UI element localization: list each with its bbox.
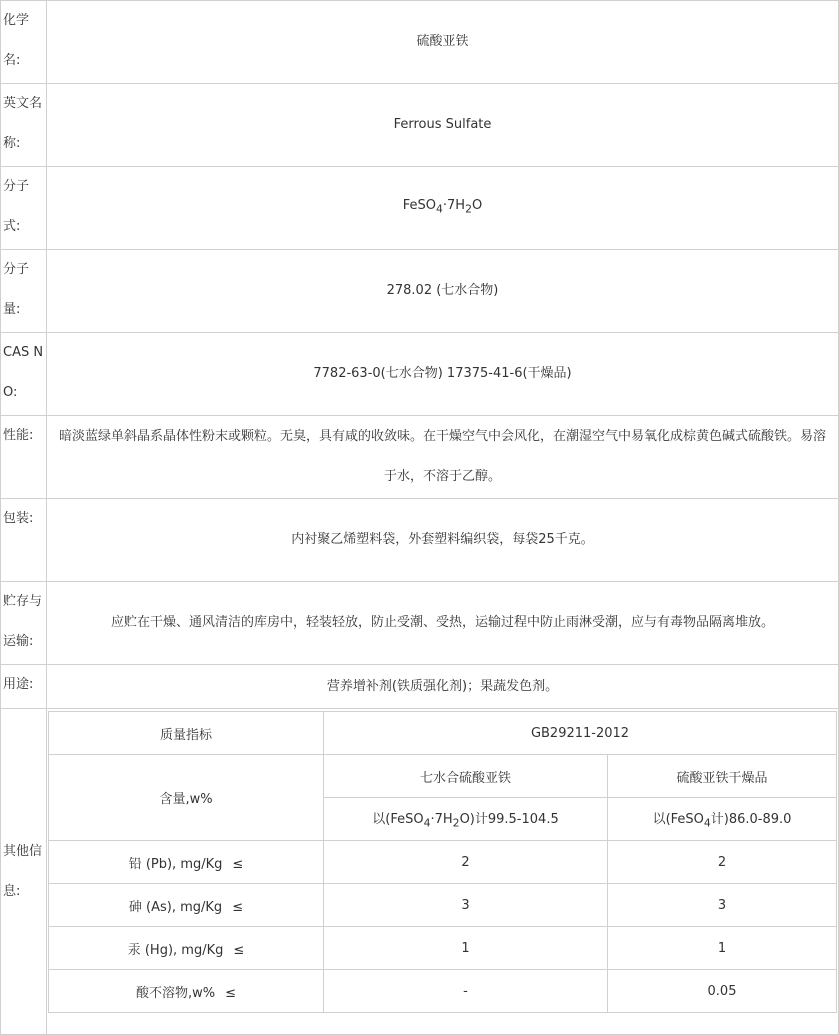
spec-name — [49, 884, 324, 927]
spec-row-lead — [49, 841, 837, 884]
col2-content — [608, 798, 837, 841]
spec-name — [49, 970, 324, 1013]
content-part: 计)86.0-89.0 — [710, 812, 792, 828]
spec-name-text: 酸不溶物,w% — [135, 985, 216, 1001]
content-part: 以(FeSO — [652, 812, 704, 828]
value-packaging: 内衬聚乙烯塑料袋，外套塑料编织袋，每袋25千克。 — [47, 499, 839, 582]
spec-row-acid-insoluble — [49, 970, 837, 1013]
label-english-name: 英文名称: — [1, 84, 47, 167]
spec-name-text: 砷 (As), mg/Kg — [128, 899, 223, 915]
spec-name — [49, 927, 324, 970]
label-molecular-weight: 分子量: — [1, 250, 47, 333]
spec-header-row — [49, 712, 837, 755]
row-chemical-name — [1, 1, 839, 84]
spec-value-col1: - — [324, 970, 608, 1013]
label-other-info: 其他信息: — [1, 709, 47, 1035]
value-storage: 应贮在干燥、通风清洁的库房中，轻装轻放，防止受潮、受热，运输过程中防止雨淋受潮，应与有毒物品隔离堆放。 — [47, 582, 839, 665]
spec-value-col1: 2 — [324, 841, 608, 884]
label-formula: 分子式: — [1, 167, 47, 250]
le-sign: ≤ — [233, 942, 245, 958]
content-subscript: 4 — [423, 816, 431, 830]
label-properties: 性能: — [1, 416, 47, 499]
standard-header: GB29211-2012 — [324, 712, 837, 755]
label-usage: 用途: — [1, 665, 47, 709]
value-other-info — [47, 709, 839, 1035]
row-cas — [1, 333, 839, 416]
formula-part: O — [471, 198, 483, 214]
col1-header: 七水合硫酸亚铁 — [324, 755, 608, 798]
value-english-name: Ferrous Sulfate — [47, 84, 839, 167]
spec-name-text: 汞 (Hg), mg/Kg — [127, 942, 224, 958]
formula-part: FeSO — [402, 198, 437, 214]
spec-name-text: 铅 (Pb), mg/Kg — [128, 856, 223, 872]
value-molecular-weight: 278.02 (七水合物) — [47, 250, 839, 333]
quality-header: 质量指标 — [49, 712, 324, 755]
row-molecular-weight — [1, 250, 839, 333]
spec-name — [49, 841, 324, 884]
label-chemical-name: 化学名: — [1, 1, 47, 84]
quality-spec-table — [48, 711, 837, 1013]
row-other-info — [1, 709, 839, 1035]
spec-value-col2: 2 — [608, 841, 837, 884]
row-formula — [1, 167, 839, 250]
spec-value-col2: 0.05 — [608, 970, 837, 1013]
content-label: 含量,w% — [49, 755, 324, 841]
label-cas: CAS NO: — [1, 333, 47, 416]
spec-value-col2: 1 — [608, 927, 837, 970]
content-subscript: 2 — [452, 816, 460, 830]
col2-header: 硫酸亚铁干燥品 — [608, 755, 837, 798]
label-packaging: 包装: — [1, 499, 47, 582]
le-sign: ≤ — [232, 899, 244, 915]
formula-part: ·7H — [442, 198, 466, 214]
formula-subscript: 4 — [436, 202, 443, 216]
row-packaging — [1, 499, 839, 582]
content-part: 以(FeSO — [372, 812, 424, 828]
content-subscript: 4 — [703, 816, 711, 830]
col1-content — [324, 798, 608, 841]
spec-row-arsenic — [49, 884, 837, 927]
value-chemical-name: 硫酸亚铁 — [47, 1, 839, 84]
formula-subscript: 2 — [465, 202, 472, 216]
le-sign: ≤ — [225, 985, 237, 1001]
row-storage — [1, 582, 839, 665]
content-part: ·7H — [430, 812, 453, 828]
row-english-name — [1, 84, 839, 167]
spec-value-col1: 3 — [324, 884, 608, 927]
spec-subheader-row — [49, 755, 837, 798]
content-part: O)计99.5-104.5 — [459, 812, 559, 828]
spec-value-col1: 1 — [324, 927, 608, 970]
row-usage — [1, 665, 839, 709]
row-properties — [1, 416, 839, 499]
le-sign: ≤ — [232, 856, 244, 872]
spec-row-mercury — [49, 927, 837, 970]
value-formula — [47, 167, 839, 250]
value-cas: 7782-63-0(七水合物) 17375-41-6(干燥品) — [47, 333, 839, 416]
value-properties: 暗淡蓝绿单斜晶系晶体性粉末或颗粒。无臭，具有咸的收敛味。在干燥空气中会风化，在潮湿空气中易氧化成棕黄色碱式硫酸铁。易溶于水，不溶于乙醇。 — [47, 416, 839, 499]
label-storage: 贮存与运输: — [1, 582, 47, 665]
value-usage: 营养增补剂(铁质强化剂)；果蔬发色剂。 — [47, 665, 839, 709]
spec-value-col2: 3 — [608, 884, 837, 927]
